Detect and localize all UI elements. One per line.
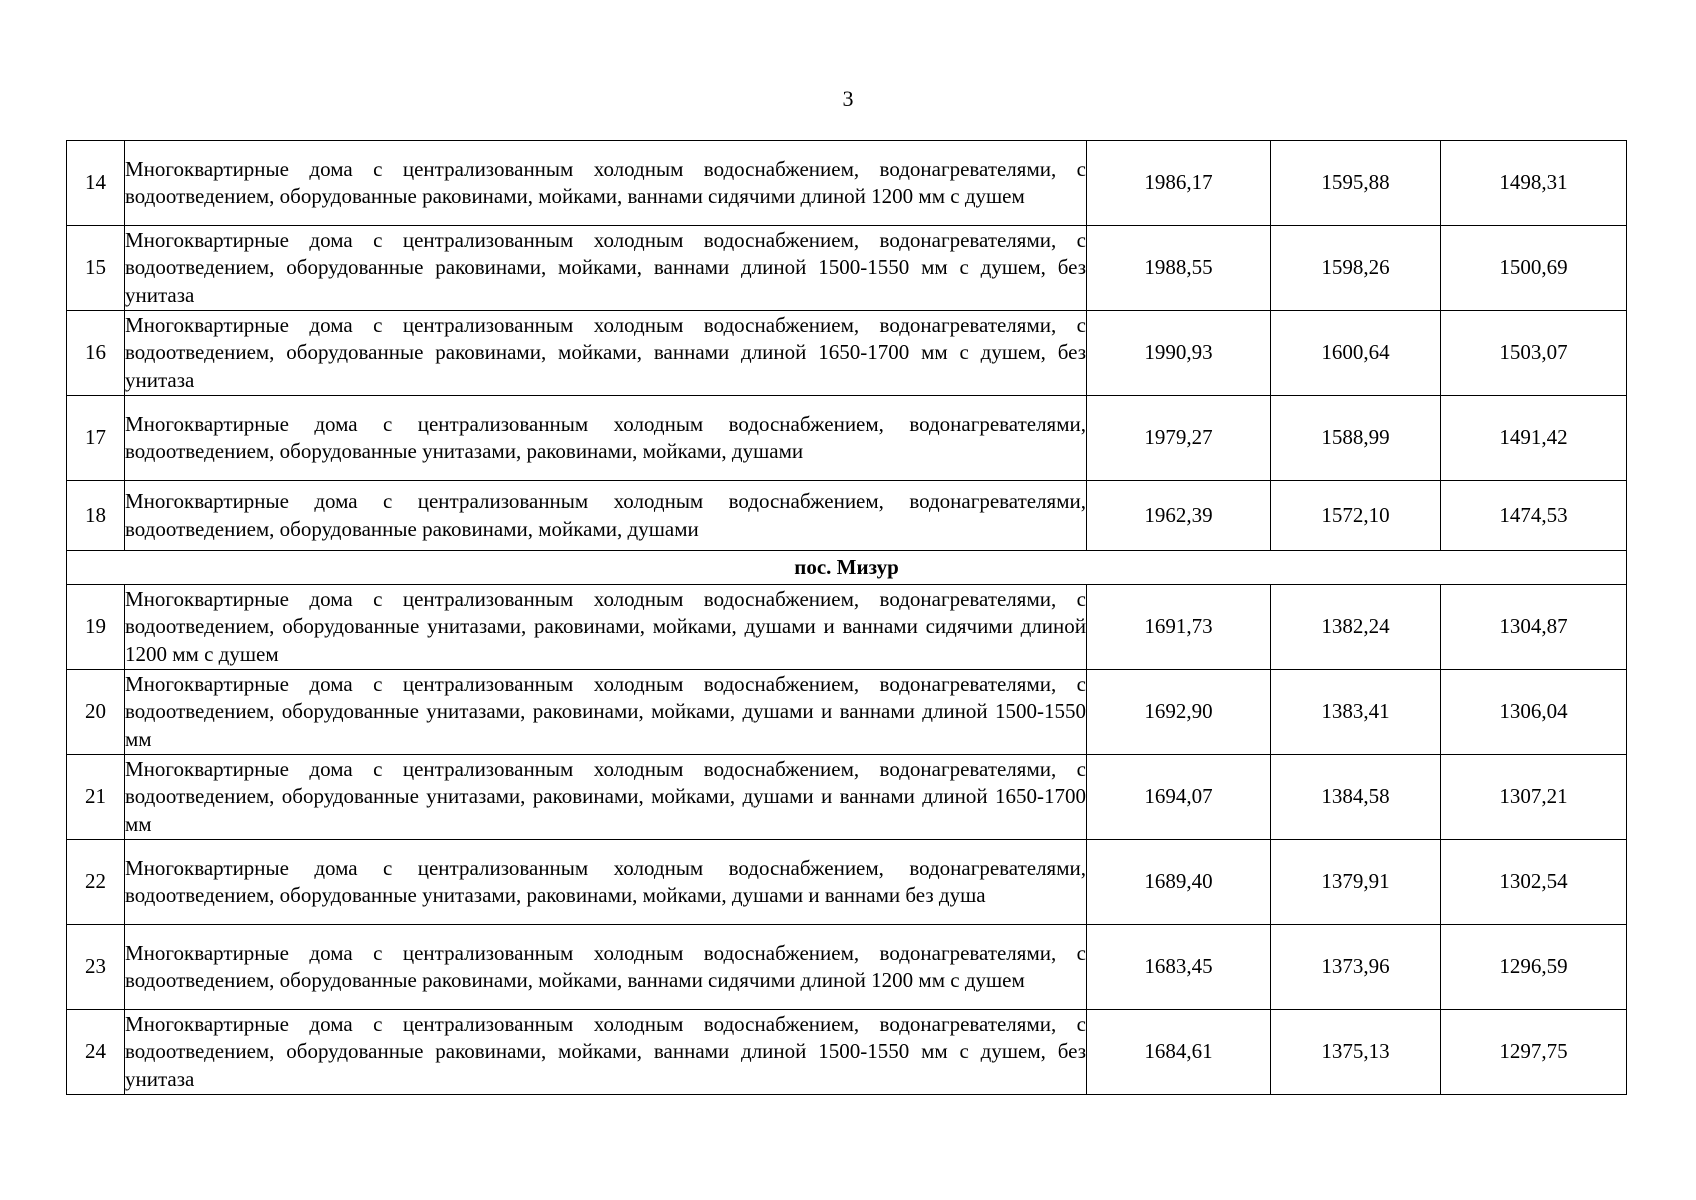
section-title: пос. Мизур xyxy=(67,551,1627,585)
row-description: Многоквартирные дома с централизованным холодным водоснабжением, водонагревателями, с водоотведением, оборудованные раковинами, мойками, ваннами длиной 1500-1550 мм с душем, без унитаза xyxy=(125,226,1087,311)
table-row xyxy=(67,396,1627,481)
row-value-1: 1962,39 xyxy=(1087,481,1271,551)
row-value-1: 1694,07 xyxy=(1087,755,1271,840)
table-row xyxy=(67,1010,1627,1095)
row-value-3: 1503,07 xyxy=(1441,311,1627,396)
table-row xyxy=(67,311,1627,396)
row-value-1: 1683,45 xyxy=(1087,925,1271,1010)
row-description: Многоквартирные дома с централизованным холодным водоснабжением, водонагревателями, с водоотведением, оборудованные раковинами, мойками, ваннами длиной 1500-1550 мм с душем, без унитаза xyxy=(125,1010,1087,1095)
row-value-2: 1572,10 xyxy=(1271,481,1441,551)
row-value-1: 1691,73 xyxy=(1087,585,1271,670)
row-value-2: 1383,41 xyxy=(1271,670,1441,755)
row-value-2: 1375,13 xyxy=(1271,1010,1441,1095)
table-row xyxy=(67,840,1627,925)
row-value-3: 1306,04 xyxy=(1441,670,1627,755)
row-value-1: 1990,93 xyxy=(1087,311,1271,396)
table-row xyxy=(67,226,1627,311)
row-value-1: 1986,17 xyxy=(1087,141,1271,226)
row-number: 18 xyxy=(67,481,125,551)
row-description: Многоквартирные дома с централизованным холодным водоснабжением, водонагревателями, с водоотведением, оборудованные раковинами, мойками, ваннами сидячими длиной 1200 мм с душем xyxy=(125,141,1087,226)
row-value-2: 1382,24 xyxy=(1271,585,1441,670)
row-value-1: 1689,40 xyxy=(1087,840,1271,925)
row-description: Многоквартирные дома с централизованным холодным водоснабжением, водонагревателями, с водоотведением, оборудованные унитазами, раковинами, мойками, душами и ваннами сидячими длиной 1200 мм с душем xyxy=(125,585,1087,670)
table-row xyxy=(67,670,1627,755)
table-row xyxy=(67,585,1627,670)
row-value-2: 1598,26 xyxy=(1271,226,1441,311)
row-number: 22 xyxy=(67,840,125,925)
row-description: Многоквартирные дома с централизованным холодным водоснабжением, водонагревателями, водоотведением, оборудованные раковинами, мойками, душами xyxy=(125,481,1087,551)
row-value-2: 1600,64 xyxy=(1271,311,1441,396)
row-description: Многоквартирные дома с централизованным холодным водоснабжением, водонагревателями, с водоотведением, оборудованные раковинами, мойками, ваннами сидячими длиной 1200 мм с душем xyxy=(125,925,1087,1010)
row-value-1: 1979,27 xyxy=(1087,396,1271,481)
row-value-3: 1296,59 xyxy=(1441,925,1627,1010)
row-description: Многоквартирные дома с централизованным холодным водоснабжением, водонагревателями, водоотведением, оборудованные унитазами, раковинами, мойками, душами и ваннами без душа xyxy=(125,840,1087,925)
page-number: 3 xyxy=(842,86,854,111)
table-row xyxy=(67,481,1627,551)
row-value-3: 1304,87 xyxy=(1441,585,1627,670)
row-number: 19 xyxy=(67,585,125,670)
row-value-2: 1588,99 xyxy=(1271,396,1441,481)
table-row xyxy=(67,925,1627,1010)
row-number: 20 xyxy=(67,670,125,755)
row-value-1: 1988,55 xyxy=(1087,226,1271,311)
table-row xyxy=(67,141,1627,226)
row-number: 16 xyxy=(67,311,125,396)
row-value-2: 1595,88 xyxy=(1271,141,1441,226)
row-value-3: 1498,31 xyxy=(1441,141,1627,226)
row-value-3: 1307,21 xyxy=(1441,755,1627,840)
row-description: Многоквартирные дома с централизованным холодным водоснабжением, водонагревателями, с водоотведением, оборудованные унитазами, раковинами, мойками, душами и ваннами длиной 1650-1700 мм xyxy=(125,755,1087,840)
row-number: 14 xyxy=(67,141,125,226)
row-value-3: 1500,69 xyxy=(1441,226,1627,311)
row-value-3: 1302,54 xyxy=(1441,840,1627,925)
row-description: Многоквартирные дома с централизованным холодным водоснабжением, водонагревателями, с водоотведением, оборудованные раковинами, мойками, ваннами длиной 1650-1700 мм с душем, без унитаза xyxy=(125,311,1087,396)
row-value-2: 1384,58 xyxy=(1271,755,1441,840)
section-header-row xyxy=(67,551,1627,585)
row-value-1: 1684,61 xyxy=(1087,1010,1271,1095)
norms-table xyxy=(66,140,1627,1095)
row-value-2: 1379,91 xyxy=(1271,840,1441,925)
row-number: 21 xyxy=(67,755,125,840)
table-body xyxy=(67,141,1627,1095)
row-value-2: 1373,96 xyxy=(1271,925,1441,1010)
row-number: 23 xyxy=(67,925,125,1010)
row-value-3: 1474,53 xyxy=(1441,481,1627,551)
row-number: 15 xyxy=(67,226,125,311)
row-description: Многоквартирные дома с централизованным холодным водоснабжением, водонагревателями, водоотведением, оборудованные унитазами, раковинами, мойками, душами xyxy=(125,396,1087,481)
row-description: Многоквартирные дома с централизованным холодным водоснабжением, водонагревателями, с водоотведением, оборудованные унитазами, раковинами, мойками, душами и ваннами длиной 1500-1550 мм xyxy=(125,670,1087,755)
row-number: 17 xyxy=(67,396,125,481)
row-value-1: 1692,90 xyxy=(1087,670,1271,755)
row-value-3: 1491,42 xyxy=(1441,396,1627,481)
table-row xyxy=(67,755,1627,840)
row-number: 24 xyxy=(67,1010,125,1095)
row-value-3: 1297,75 xyxy=(1441,1010,1627,1095)
